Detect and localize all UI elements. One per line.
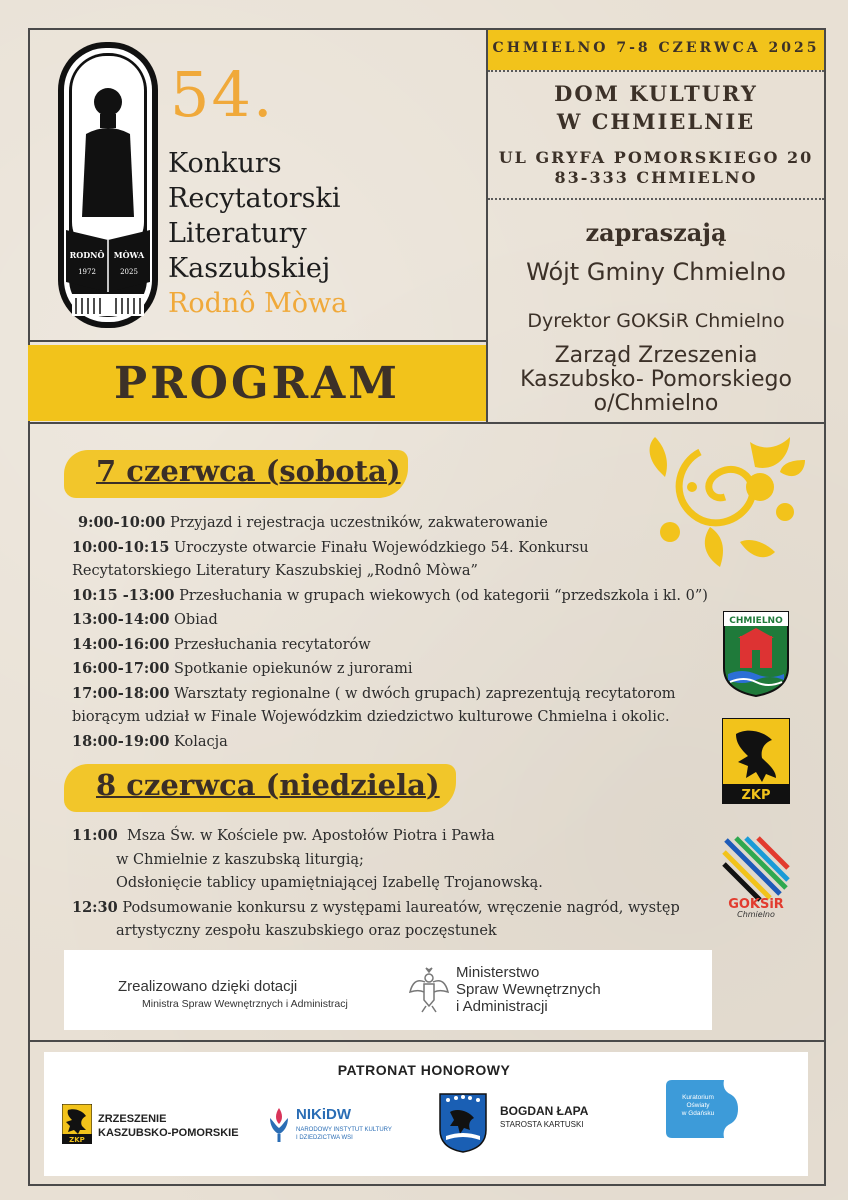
kartuzy-crest-icon xyxy=(438,1092,488,1154)
title-line: Konkurs xyxy=(168,148,282,179)
program-top-line xyxy=(28,340,488,342)
schedule-row xyxy=(72,849,680,873)
funding-subline: Ministra Spraw Wewnętrznych i Administracj xyxy=(142,998,348,1010)
schedule-time: 14:00-16:00 xyxy=(72,635,170,653)
schedule-text: Obiad xyxy=(174,612,218,628)
schedule-row xyxy=(72,682,708,707)
schedule-text: Odsłonięcie tablicy upamiętniającej Izabellę Trojanowską. xyxy=(116,875,543,891)
nikidw-sub-line: NARODOWY INSTYTUT KULTURY xyxy=(296,1127,392,1133)
day2-schedule xyxy=(72,824,680,944)
zkp-small-label: ZKP xyxy=(69,1136,85,1144)
venue-name: W CHMIELNIE xyxy=(556,109,756,134)
host-line: Zarząd Zrzeszenia xyxy=(554,343,758,368)
dotted-divider xyxy=(488,198,824,200)
schedule-text: Uroczyste otwarcie Finału Wojewódzkiego 54. Konkursu xyxy=(174,539,589,556)
ministry-line: Spraw Wewnętrznych xyxy=(456,981,601,998)
schedule-row xyxy=(72,657,708,682)
schedule-time: 12:30 xyxy=(72,898,118,916)
host-line: Dyrektor GOKSiR Chmielno xyxy=(527,310,785,332)
ministry-line: i Administracji xyxy=(456,998,548,1015)
nikidw-name: NIKiDW xyxy=(296,1106,351,1123)
contest-title xyxy=(168,146,347,321)
schedule-row xyxy=(72,584,708,609)
schedule-time: 10:15 -13:00 xyxy=(72,586,175,604)
title-line: Kaszubskiej xyxy=(168,253,331,284)
schedule-time: 18:00-19:00 xyxy=(72,732,170,750)
goksir-label: GOKSiR xyxy=(728,897,784,912)
nikidw-logo-icon xyxy=(268,1104,290,1142)
zkp-small-logo xyxy=(62,1104,92,1144)
left-divider xyxy=(28,424,30,1040)
nikidw-sub xyxy=(296,1126,392,1142)
host-line: Kaszubsko- Pomorskiego xyxy=(520,367,792,392)
schedule-text: artystyczny zespołu kaszubskiego oraz poczęstunek xyxy=(116,923,497,939)
logo-year-right: 2025 xyxy=(120,268,138,276)
starosta-title: STAROSTA KARTUSKI xyxy=(500,1120,584,1129)
event-date: CHMIELNO 7-8 CZERWCA 2025 xyxy=(492,40,820,56)
zkp-org-name xyxy=(98,1112,239,1140)
dotted-divider xyxy=(488,70,824,72)
ministry-name xyxy=(456,964,601,1015)
starosta-name: BOGDAN ŁAPA xyxy=(500,1104,589,1118)
nikidw-sub-line: I DZIEDZICTWA WSI xyxy=(296,1135,353,1141)
schedule-row xyxy=(72,511,708,536)
polish-eagle-icon xyxy=(408,966,450,1014)
host-line: Wójt Gminy Chmielno xyxy=(526,258,786,286)
venue-block xyxy=(488,80,824,188)
zkp-crest xyxy=(722,718,790,804)
program-heading: PROGRAM xyxy=(114,358,400,409)
side-divider xyxy=(824,424,826,1040)
schedule-row xyxy=(72,706,708,730)
contest-logo xyxy=(58,42,158,328)
goksir-sub: Chmielno xyxy=(737,910,775,918)
schedule-text: Kolacja xyxy=(174,733,228,750)
venue-address: UL GRYFA POMORSKIEGO 20 xyxy=(498,148,814,167)
chmielno-crest xyxy=(722,610,790,698)
schedule-text: Spotkanie opiekunów z jurorami xyxy=(174,661,413,677)
venue-name: DOM KULTURY xyxy=(554,81,758,106)
schedule-time: 10:00-10:15 xyxy=(72,538,170,556)
schedule-time: 11:00 xyxy=(72,827,118,844)
logo-year-left: 1972 xyxy=(78,268,96,276)
schedule-row xyxy=(72,824,680,849)
contest-subtitle: Rodnô Mòwa xyxy=(168,288,348,319)
patronage-heading: PATRONAT HONOROWY xyxy=(337,1062,511,1078)
kuratorium-line: w Gdańsku xyxy=(681,1110,715,1117)
day2-title: 8 czerwca (niedziela) xyxy=(96,768,440,802)
schedule-text: biorącym udział w Finale Wojewódzkim dziedzictwo kulturowe Chmielna i okolic. xyxy=(72,709,670,725)
kuratorium-label xyxy=(672,1094,724,1118)
kuratorium-logo xyxy=(664,1076,742,1142)
schedule-text: Recytatorskiego Literatury Kaszubskiej „Rodnô Mòwa” xyxy=(72,563,478,579)
schedule-row xyxy=(72,920,680,944)
zkp-org-line: KASZUBSKO-POMORSKIE xyxy=(98,1127,239,1139)
zkp-org-line: ZRZESZENIE xyxy=(98,1113,167,1125)
schedule-text: Przyjazd i rejestracja uczestników, zakwaterowanie xyxy=(169,515,548,531)
schedule-row xyxy=(72,633,708,658)
schedule-text: Msza Św. w Kościele pw. Apostołów Piotra i Pawła xyxy=(126,828,495,844)
schedule-row xyxy=(72,896,680,921)
schedule-row xyxy=(72,730,708,755)
schedule-text: Przesłuchania recytatorów xyxy=(174,636,371,653)
ministry-line: Ministerstwo xyxy=(456,964,540,981)
schedule-text: w Chmielnie z kaszubską liturgią; xyxy=(116,851,364,868)
zkp-label: ZKP xyxy=(741,788,771,803)
schedule-row xyxy=(72,872,680,896)
schedule-row xyxy=(72,536,708,561)
schedule-time: 13:00-14:00 xyxy=(72,611,170,628)
host-line: o/Chmielno xyxy=(593,391,719,416)
schedule-text: Podsumowanie konkursu z występami laureatów, wręczenie nagród, występ xyxy=(122,899,680,916)
schedule-time: 16:00-17:00 xyxy=(72,660,170,677)
funding-line: Zrealizowano dzięki dotacji xyxy=(118,978,298,995)
title-line: Recytatorski xyxy=(168,183,341,214)
venue-postcode: 83-333 CHMIELNO xyxy=(554,168,758,187)
logo-book-right: MÒWA xyxy=(113,250,145,260)
day1-schedule xyxy=(72,511,708,754)
schedule-text: Warsztaty regionalne ( w dwóch grupach) zaprezentują recytatorom xyxy=(174,685,676,702)
title-line: Literatury xyxy=(168,218,307,249)
kuratorium-line: Kuratorium xyxy=(682,1094,714,1101)
goksir-logo xyxy=(720,834,792,918)
schedule-row xyxy=(72,560,708,584)
logo-book-left: RODNÔ xyxy=(69,250,105,260)
schedule-row xyxy=(72,608,708,633)
schedule-time: 17:00-18:00 xyxy=(72,684,170,702)
day1-title: 7 czerwca (sobota) xyxy=(96,454,401,488)
edition-number: 54. xyxy=(170,58,275,131)
chmielno-label: CHMIELNO xyxy=(729,616,783,626)
kuratorium-line: Oświaty xyxy=(686,1102,710,1109)
schedule-time: 9:00-10:00 xyxy=(78,514,166,531)
schedule-text: Przesłuchania w grupach wiekowych (od kategorii “przedszkola i kl. 0”) xyxy=(179,587,708,604)
invite-word: zapraszają xyxy=(585,218,727,247)
